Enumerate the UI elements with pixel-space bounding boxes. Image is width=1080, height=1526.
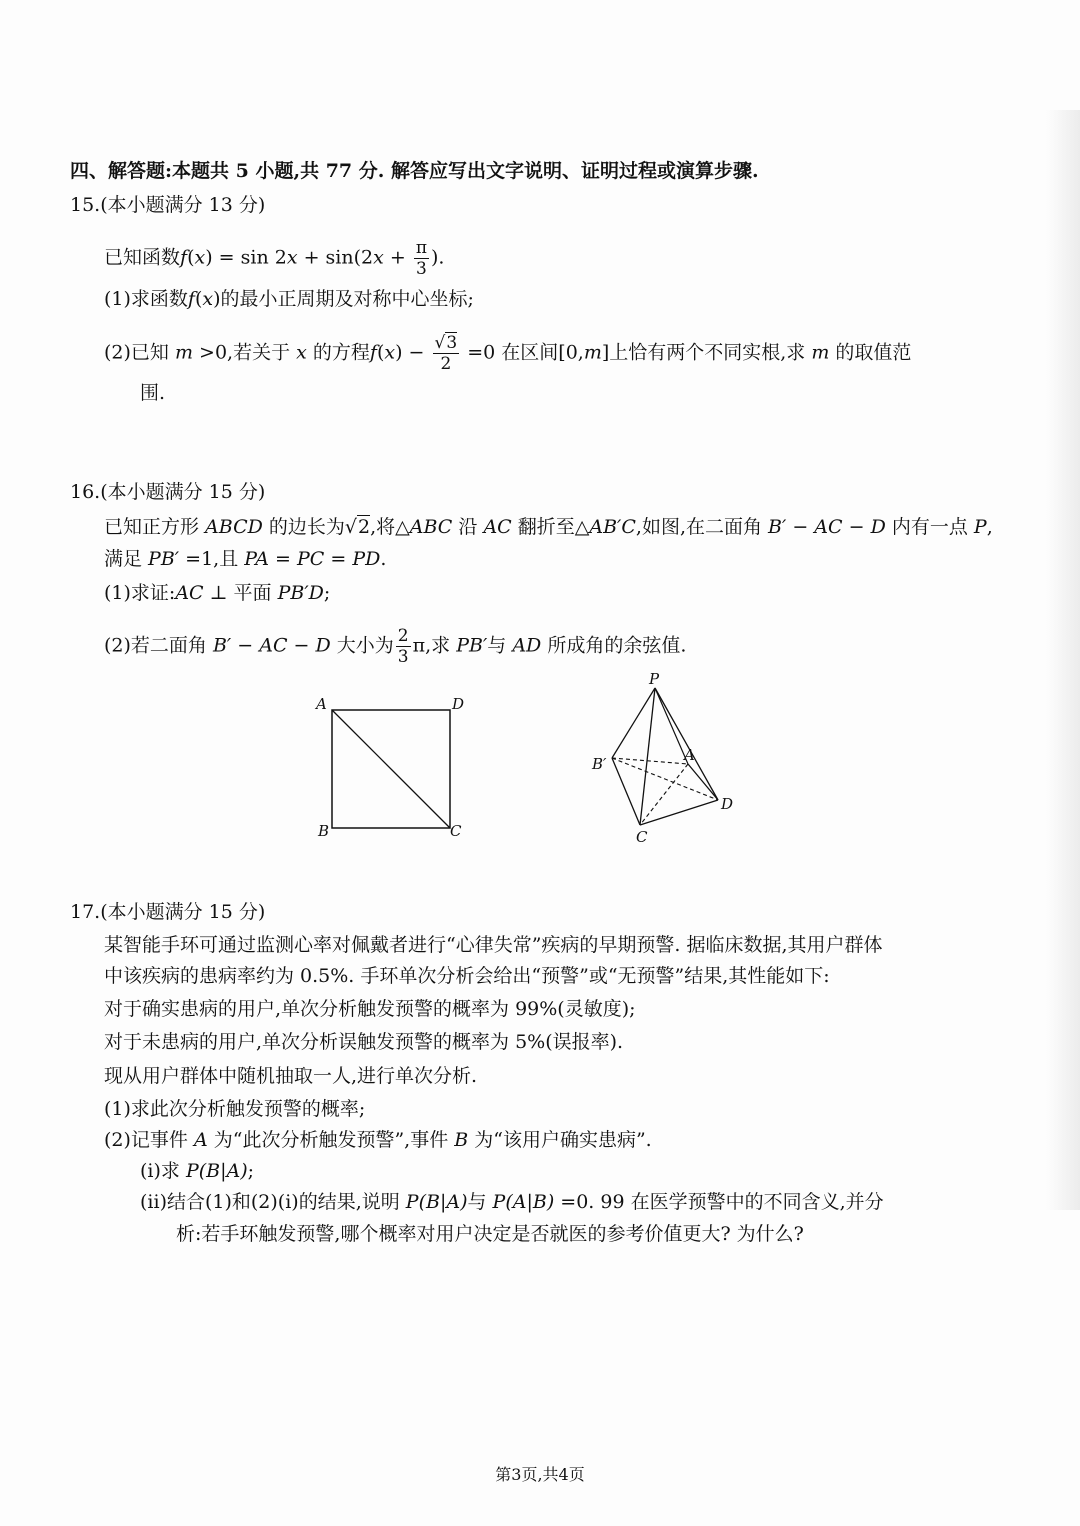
q17-part2 (104, 1127, 652, 1153)
q17-part2-ii (140, 1189, 884, 1215)
label-c: C (450, 822, 462, 840)
q15-part2-text: (2)已知 (104, 341, 175, 364)
math-pba: P(B|A) (405, 1191, 468, 1213)
math-abpc: AB′C (589, 516, 636, 538)
q17-line5: 现从用户群体中随机抽取一人,进行单次分析. (104, 1065, 478, 1087)
math-x: x (296, 341, 307, 364)
q16-text: 所成角的余弦值. (541, 634, 687, 657)
math-pbp: PB′ (148, 548, 180, 570)
edge-bp-c (612, 758, 640, 825)
scan-edge-shadow (1046, 110, 1080, 1210)
q17-part2-i (140, 1158, 254, 1184)
frac-num: π (415, 238, 428, 258)
label-b: B (318, 822, 330, 840)
math-minus: − (402, 341, 431, 364)
diagonal-ac (332, 710, 450, 828)
q16-text: =1,且 (179, 548, 245, 570)
math-abc: ABC (409, 516, 453, 538)
page-footer: 第3页,共4页 (495, 1465, 585, 1484)
frac-num: √3 (434, 333, 458, 353)
edge-c-d (640, 800, 718, 825)
q16-text: 内有一点 (885, 516, 974, 538)
q15-stem-text: 已知函数 (104, 246, 181, 269)
q16-text: , (986, 516, 993, 538)
math-p: P (973, 516, 987, 538)
q16-text: π,求 (412, 634, 457, 657)
q16-part1 (104, 580, 330, 606)
fraction-sqrt3-over-2 (433, 333, 460, 374)
frac-den: 3 (416, 259, 427, 279)
label-a: A (316, 695, 327, 713)
q16-score: (本小题满分 15 分) (100, 481, 266, 503)
q17-line2: 中该疾病的患病率约为 0.5%. 手环单次分析会给出“预警”或“无预警”结果,其性能如下: (104, 965, 830, 987)
label-a: A (684, 746, 695, 764)
q15-part1: (1)求函数f(x)的最小正周期及对称中心坐标; (104, 288, 474, 310)
math-f: f (369, 341, 377, 364)
q16-part2 (104, 626, 686, 667)
math-m: m (174, 341, 193, 364)
q17-part2-ii-wrap: 析:若手环触发预警,哪个概率对用户决定是否就医的参考价值更大? 为什么? (176, 1223, 804, 1245)
math-abcd: ABCD (205, 516, 263, 538)
q16-number: 16. (70, 481, 101, 503)
q16-text: 翻折至△ (511, 516, 590, 538)
q17-line4: 对于未患病的用户,单次分析误触发预警的概率为 5%(误报率). (104, 1031, 624, 1053)
label-c: C (636, 828, 648, 846)
frac-num: 2 (397, 626, 409, 646)
frac-den: 3 (397, 647, 409, 667)
frac-den: 2 (440, 354, 452, 374)
q17-part1: (1)求此次分析触发预警的概率; (104, 1098, 366, 1120)
edge-a-c-dashed (640, 764, 688, 825)
q16-text: . (380, 548, 387, 570)
q16-text: 的边长为 (262, 516, 345, 538)
math-x: x (384, 341, 396, 364)
math-f: f (180, 246, 188, 269)
math-f: f (187, 288, 195, 310)
math-m: m (811, 341, 830, 364)
math-pba: P(B|A) (185, 1160, 248, 1182)
math-plus: + (383, 246, 412, 269)
math-ad: AD (512, 634, 542, 657)
q16-text: ,如图,在二面角 (635, 516, 769, 538)
math-equality: PA = PC = PD (244, 548, 381, 570)
q15-part1-text: (1)求函数 (104, 288, 188, 310)
q15-stem-math: + sin(2 (297, 246, 374, 269)
sqrt-radicand: 2 (358, 516, 371, 538)
label-d: D (721, 795, 734, 813)
q16-text: ; (323, 582, 331, 604)
q16-header (70, 479, 265, 505)
q17-text: ; (247, 1160, 255, 1182)
q16-text: 与 (487, 634, 513, 657)
label-d: D (452, 695, 465, 713)
q17-score: (本小题满分 15 分) (100, 901, 266, 923)
math-plane: PB′D (277, 582, 324, 604)
math-x: x (286, 246, 298, 269)
q17-text: 为“该用户确实患病”. (468, 1129, 652, 1151)
q15-number: 15. (70, 194, 101, 216)
q16-text: (1)求证: (104, 582, 176, 604)
q16-text: 满足 (104, 548, 149, 570)
label-bp: B′ (592, 755, 607, 773)
math-a: A (193, 1129, 208, 1151)
q16-text: 已知正方形 (104, 516, 206, 538)
q17-header (70, 899, 265, 925)
label-p: P (649, 670, 660, 688)
q17-text: 与 (467, 1191, 493, 1213)
q17-number: 17. (70, 901, 101, 923)
math-x: x (202, 288, 214, 310)
q16-line1: 已知正方形 ABCD 的边长为√2,将△ABC 沿 AC 翻折至△AB′C,如图,在二面角 B′ − AC − D 内有一点 P, (104, 516, 993, 538)
pyramid-figure (580, 668, 760, 848)
edge-bp-a-dashed (612, 758, 688, 764)
q15-part1-text: )的最小正周期及对称中心坐标; (213, 288, 474, 310)
q16-text: (2)若二面角 (104, 634, 213, 657)
q15-part2-text: =0 在区间[0, (461, 341, 584, 364)
fraction-pi-over-3 (414, 238, 429, 279)
q17-line3: 对于确实患病的用户,单次分析触发预警的概率为 99%(灵敏度); (104, 998, 636, 1020)
q15-part2: (2)已知 m >0,若关于 x 的方程f(x) − $\frac{√3}{2}$ =0 在区间[0,m]上恰有两个不同实根,求 m 的取值范 (104, 333, 912, 374)
q15-stem-end: ). (431, 246, 445, 269)
section-header: 四、解答题:本题共 5 小题,共 77 分. 解答应写出文字说明、证明过程或演算步骤. (70, 160, 759, 182)
math-b: B (454, 1129, 469, 1151)
math-pbp: PB′ (456, 634, 488, 657)
q16-text: 沿 (452, 516, 484, 538)
q16-text: 平面 (233, 582, 278, 604)
q15-header (70, 192, 265, 218)
q17-text: =0. 99 在医学预警中的不同含义,并分 (554, 1191, 884, 1213)
square-figure (310, 690, 480, 850)
q15-part2-text: 的方程 (306, 341, 370, 364)
q17-text: (i)求 (140, 1160, 186, 1182)
q17-text: (2)记事件 (104, 1129, 194, 1151)
q15-part2-text: >0,若关于 (193, 341, 297, 364)
fraction-2-over-3 (396, 626, 411, 667)
math-ac: AC (483, 516, 512, 538)
q16-line2 (104, 546, 386, 572)
math-pab: P(A|B) (492, 1191, 555, 1213)
q16-text: 大小为 (330, 634, 394, 657)
math-dihedral: B′ − AC − D (768, 516, 886, 538)
q17-text: 为“此次分析触发预警”,事件 (207, 1129, 455, 1151)
q15-part2-text: 的取值范 (829, 341, 912, 364)
q16-text: ,将△ (370, 516, 410, 538)
math-perp: AC ⊥ (175, 582, 234, 604)
q15-stem-math: ) = sin 2 (205, 246, 287, 269)
q15-part2-text: ]上恰有两个不同实根,求 (601, 341, 812, 364)
math-x: x (194, 246, 206, 269)
sqrt-radicand: 3 (446, 333, 458, 353)
math-dihedral: B′ − AC − D (212, 634, 331, 657)
q15-score: (本小题满分 13 分) (100, 194, 266, 216)
q15-part2-wrap: 围. (140, 382, 166, 404)
math-x: x (373, 246, 384, 269)
q17-line1: 某智能手环可通过监测心率对佩戴者进行“心律失常”疾病的早期预警. 据临床数据,其用户群体 (104, 934, 883, 956)
q17-text: (ii)结合(1)和(2)(i)的结果,说明 (140, 1191, 406, 1213)
math-m: m (583, 341, 602, 364)
q15-stem: 已知函数f(x) = sin 2x + sin(2x + $\frac{\pi}{3}$ ). (104, 238, 445, 279)
edge-p-d (655, 688, 718, 800)
